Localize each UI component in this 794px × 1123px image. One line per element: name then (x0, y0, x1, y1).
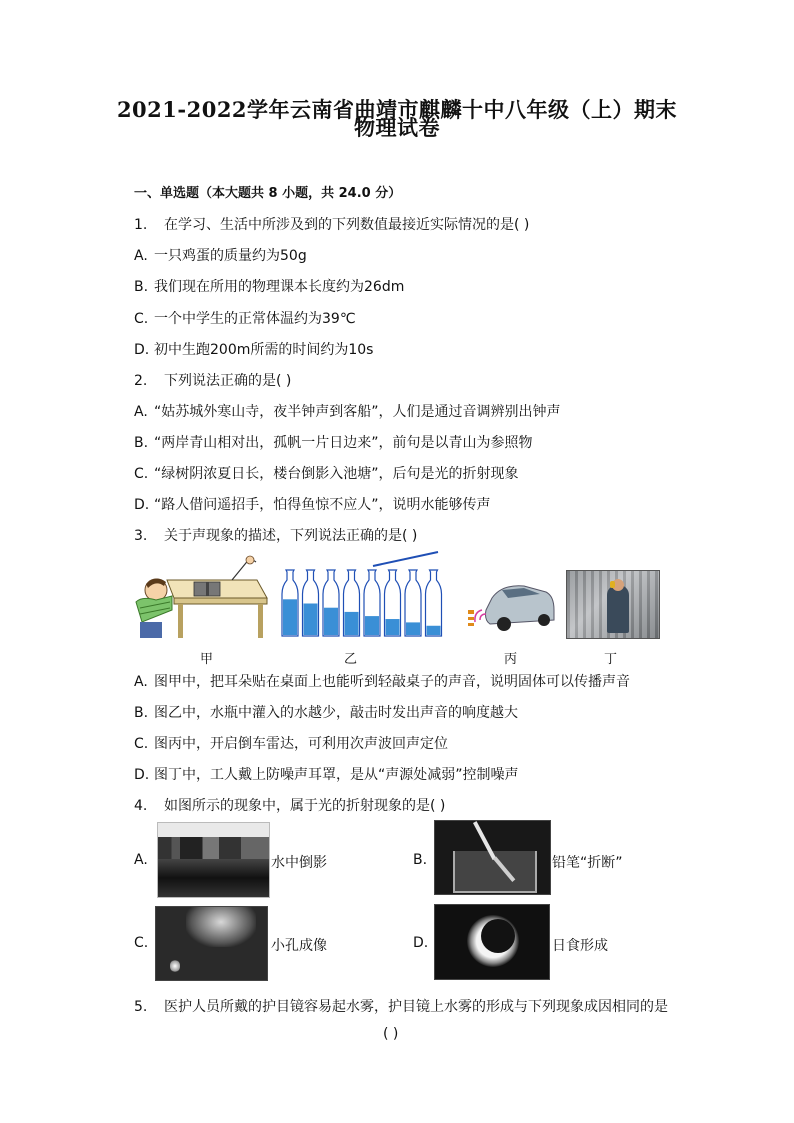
question-stem: 在学习、生活中所涉及到的下列数值最接近实际情况的是( ) (164, 217, 530, 233)
question-5-end: ( ) (383, 1026, 399, 1042)
figure-label-bing: 丙 (504, 652, 518, 667)
reflection (158, 859, 269, 897)
photo-pencil-in-water (434, 820, 551, 895)
question-number: 2. (134, 373, 148, 389)
option-letter: B. (134, 279, 149, 295)
bottle-water (406, 622, 420, 635)
bottle-water (283, 599, 297, 635)
question-number: 5. (134, 999, 148, 1015)
q1-option-b (134, 276, 404, 296)
option-text: “两岸青山相对出，孤帆一片日边来”，前句是以青山为参照物 (154, 435, 533, 451)
exam-subtitle-text: 物理试卷 (354, 115, 440, 140)
q3-option-b (134, 702, 518, 722)
question-4 (134, 795, 445, 815)
q3-option-d (134, 764, 519, 784)
option-letter: B. (134, 435, 149, 451)
bottle-water (345, 612, 359, 635)
option-text: 一只鸡蛋的质量约为50g (154, 248, 307, 264)
q4-option-b-text: 铅笔“折断” (552, 855, 623, 871)
q3-figures (130, 550, 660, 668)
q1-option-a (134, 245, 307, 265)
option-letter: A. (134, 674, 148, 690)
question-2 (134, 370, 291, 390)
q4-option-c-letter: C. (134, 935, 149, 951)
option-text: “绿树阴浓夏日长，楼台倒影入池塘”，后句是光的折射现象 (154, 466, 519, 482)
q2-option-b (134, 432, 533, 452)
q4-option-a-letter: A. (134, 852, 148, 868)
q2-option-a (134, 401, 561, 421)
option-text: 初中生跑200m所需的时间约为10s (154, 342, 374, 358)
q4-option-b-letter: B. (413, 852, 428, 868)
option-text: 我们现在所用的物理课本长度约为26dm (154, 279, 405, 295)
exam-title: 2021-2022学年云南省曲靖市麒麟十中八年级（上）期末 (116, 97, 678, 122)
option-text: 图甲中，把耳朵贴在桌面上也能听到轻敲桌子的声音，说明固体可以传播声音 (154, 674, 630, 690)
bottle-water (365, 616, 379, 635)
figure-ding-factory-worker (566, 570, 660, 639)
option-text: 图丙中，开启倒车雷达，可利用次声波回声定位 (154, 736, 448, 752)
option-text: 一个中学生的正常体温约为39℃ (154, 311, 356, 327)
question-stem: 关于声现象的描述，下列说法正确的是( ) (164, 528, 418, 544)
question-number: 1. (134, 217, 148, 233)
photo-pinhole-image (155, 906, 268, 981)
light-spot (186, 906, 256, 947)
option-letter: C. (134, 736, 149, 752)
option-text: 图乙中，水瓶中灌入的水越少，敲击时发出声音的响度越大 (154, 705, 518, 721)
question-number: 4. (134, 798, 148, 814)
q2-option-d (134, 494, 491, 514)
bottle-water (304, 604, 318, 636)
moon-disc (481, 919, 515, 953)
q4-option-d-letter: D. (413, 935, 429, 951)
skyline (158, 837, 269, 859)
option-letter: A. (134, 248, 148, 264)
option-letter: C. (134, 311, 149, 327)
candle-flame (170, 959, 180, 973)
question-number: 3. (134, 528, 148, 544)
figure-label-jia: 甲 (200, 652, 214, 667)
q1-option-d (134, 339, 373, 359)
q2-option-c (134, 463, 519, 483)
option-letter: A. (134, 404, 148, 420)
question-3 (134, 525, 417, 545)
figure-yi-water-bottles (278, 550, 448, 642)
question-stem: 下列说法正确的是( ) (164, 373, 292, 389)
q3-option-c (134, 733, 448, 753)
option-letter: B. (134, 705, 149, 721)
photo-water-reflection (157, 822, 270, 898)
q3-option-a (134, 671, 630, 691)
section-heading: 一、单选题（本大题共 8 小题，共 24.0 分） (134, 186, 402, 201)
option-letter: C. (134, 466, 149, 482)
exam-subtitle (0, 112, 794, 142)
question-stem: 如图所示的现象中，属于光的折射现象的是( ) (164, 798, 446, 814)
option-letter: D. (134, 767, 150, 783)
q4-option-c-text: 小孔成像 (271, 938, 327, 954)
option-letter: D. (134, 497, 150, 513)
option-text: “路人借问遥招手，怕得鱼惊不应人”，说明水能够传声 (154, 497, 491, 513)
figure-jia-desk-ear (132, 552, 270, 642)
q4-option-d-text: 日食形成 (552, 938, 608, 954)
bottle-water (324, 608, 338, 635)
question-1 (134, 214, 529, 234)
photo-solar-eclipse (434, 904, 550, 980)
question-5 (134, 996, 668, 1016)
q1-option-c (134, 308, 356, 328)
option-text: “姑苏城外寒山寺，夜半钟声到客船”，人们是通过音调辨别出钟声 (154, 404, 561, 420)
worker-silhouette (607, 585, 629, 633)
bottle-water (386, 619, 400, 635)
figure-label-ding: 丁 (604, 652, 618, 667)
question-stem: 医护人员所戴的护目镜容易起水雾，护目镜上水雾的形成与下列现象成因相同的是 (164, 999, 668, 1015)
option-letter: D. (134, 342, 150, 358)
ear-muff-icon (610, 581, 615, 588)
q4-option-a-text: 水中倒影 (271, 855, 327, 871)
figure-bing-car-radar (468, 580, 556, 638)
figure-label-yi: 乙 (344, 652, 358, 667)
option-text: 图丁中，工人戴上防噪声耳罩，是从“声源处减弱”控制噪声 (154, 767, 519, 783)
bottle-water (427, 626, 441, 635)
